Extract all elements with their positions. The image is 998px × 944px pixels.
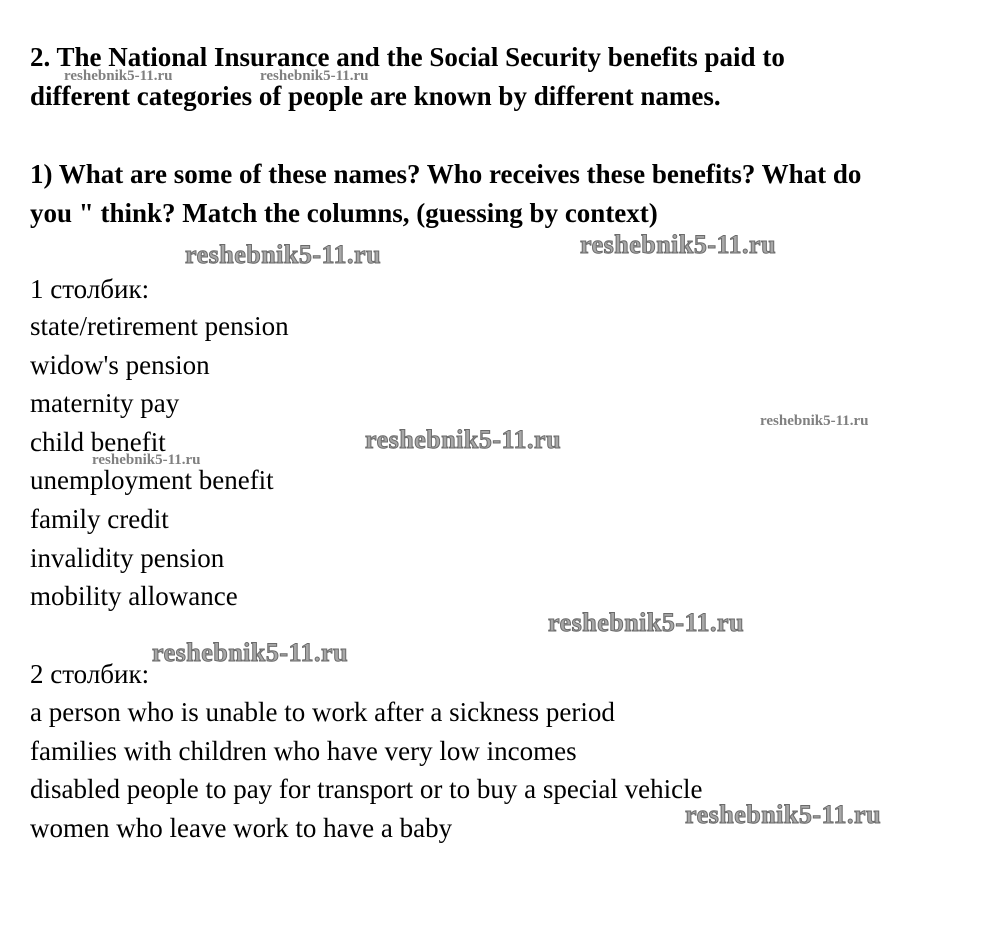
question-line-1: 1) What are some of these names? Who receives these benefits? What do	[30, 159, 862, 189]
watermark: reshebnik5-11.ru	[548, 608, 745, 637]
watermark: reshebnik5-11.ru	[185, 240, 382, 269]
task-heading-line-2: different categories of people are known by different names.	[30, 81, 721, 111]
watermark: reshebnik5-11.ru	[64, 68, 173, 84]
column-1-label: 1 столбик:	[30, 274, 150, 304]
list-item: women who leave work to have a baby	[30, 812, 453, 843]
list-item: child benefit	[30, 426, 166, 457]
list-item: disabled people to pay for transport or to buy a special vehicle	[30, 774, 703, 805]
list-item: widow's pension	[30, 349, 210, 380]
watermark: reshebnik5-11.ru	[92, 452, 201, 468]
list-item: a person who is unable to work after a sickness period	[30, 697, 615, 727]
watermark: reshebnik5-11.ru	[260, 68, 369, 84]
list-item: mobility allowance	[30, 581, 238, 612]
column-1-list	[30, 307, 289, 616]
list-item: state/retirement pension	[30, 311, 289, 341]
task-heading-line-1: 2. The National Insurance and the Social Security benefits paid to	[30, 42, 785, 72]
column-2-label: 2 столбик:	[30, 659, 150, 689]
watermark: reshebnik5-11.ru	[152, 638, 349, 667]
watermark: reshebnik5-11.ru	[685, 800, 882, 829]
list-item: invalidity pension	[30, 542, 225, 573]
list-item: maternity pay	[30, 388, 180, 419]
list-item: unemployment benefit	[30, 465, 274, 496]
list-item: families with children who have very low incomes	[30, 735, 577, 766]
watermark: reshebnik5-11.ru	[760, 413, 869, 429]
watermark: reshebnik5-11.ru	[365, 425, 562, 454]
list-item: family credit	[30, 503, 169, 534]
watermark: reshebnik5-11.ru	[580, 230, 777, 259]
column-2-list	[30, 693, 703, 847]
question-line-2: you " think? Match the columns, (guessing by context)	[30, 198, 658, 228]
